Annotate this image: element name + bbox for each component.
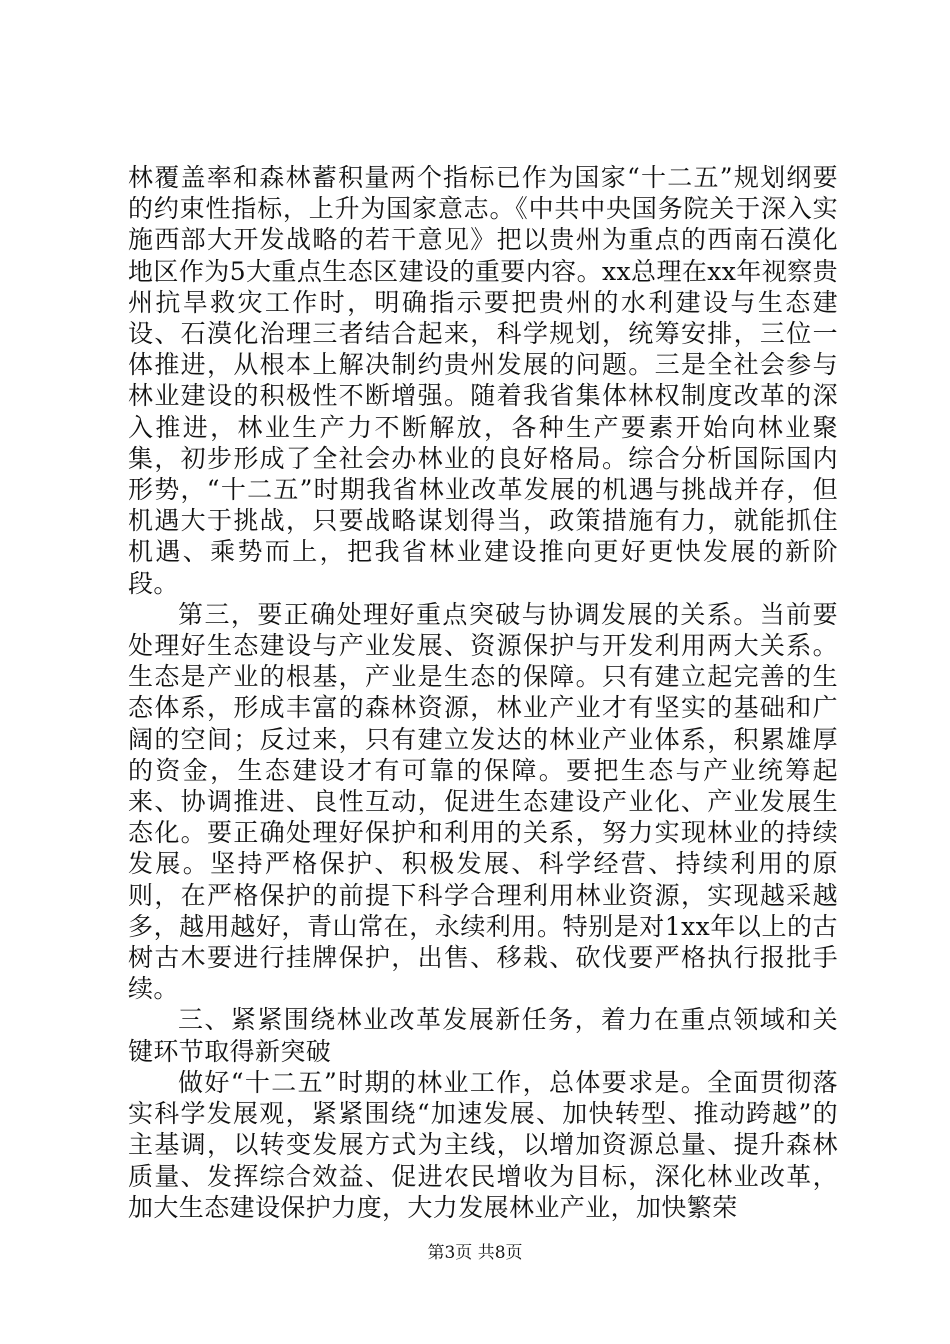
section-heading-three: 三、紧紧围绕林业改革发展新任务，着力在重点领域和关键环节取得新突破 xyxy=(128,1005,838,1066)
document-body xyxy=(128,162,838,1223)
page-number-footer: 第3页 共8页 xyxy=(427,1243,523,1263)
paragraph-twelfth-five-year: 做好“十二五”时期的林业工作，总体要求是。全面贯彻落实科学发展观，紧紧围绕“加速发展、加快转型、推动跨越”的主基调，以转变发展方式为主线，以增加资源总量、提升森林质量、发挥综合效益、促进农民增收为目标，深化林业改革，加大生态建设保护力度，大力发展林业产业，加快繁荣 xyxy=(128,1067,838,1222)
paragraph-continuation: 林覆盖率和森林蓄积量两个指标已作为国家“十二五”规划纲要的约束性指标，上升为国家意志。《中共中央国务院关于深入实施西部大开发战略的若干意见》把以贵州为重点的西南石漠化地区作为5大重点生态区建设的重要内容。xx总理在xx年视察贵州抗旱救灾工作时，明确指示要把贵州的水利建设与生态建设、石漠化治理三者结合起来，科学规划，统筹安排，三位一体推进，从根本上解决制约贵州发展的问题。三是全社会参与林业建设的积极性不断增强。随着我省集体林权制度改革的深入推进，林业生产力不断解放，各种生产要素开始向林业聚集，初步形成了全社会办林业的良好格局。综合分析国际国内形势，“十二五”时期我省林业改革发展的机遇与挑战并存，但机遇大于挑战，只要战略谋划得当，政策措施有力，就能抓住机遇、乘势而上，把我省林业建设推向更好更快发展的新阶段。 xyxy=(128,163,838,598)
paragraph-third-point: 第三，要正确处理好重点突破与协调发展的关系。当前要处理好生态建设与产业发展、资源保护与开发利用两大关系。生态是产业的根基，产业是生态的保障。只有建立起完善的生态体系，形成丰富的森林资源，林业产业才有坚实的基础和广阔的空间；反过来，只有建立发达的林业产业体系，积累雄厚的资金，生态建设才有可靠的保障。要把生态与产业统筹起来、协调推进、良性互动，促进生态建设产业化、产业发展生态化。要正确处理好保护和利用的关系，努力实现林业的持续发展。坚持严格保护、积极发展、科学经营、持续利用的原则，在严格保护的前提下科学合理利用林业资源，实现越采越多，越用越好，青山常在，永续利用。特别是对1xx年以上的古树古木要进行挂牌保护，出售、移栽、砍伐要严格执行报批手续。 xyxy=(128,599,838,1004)
